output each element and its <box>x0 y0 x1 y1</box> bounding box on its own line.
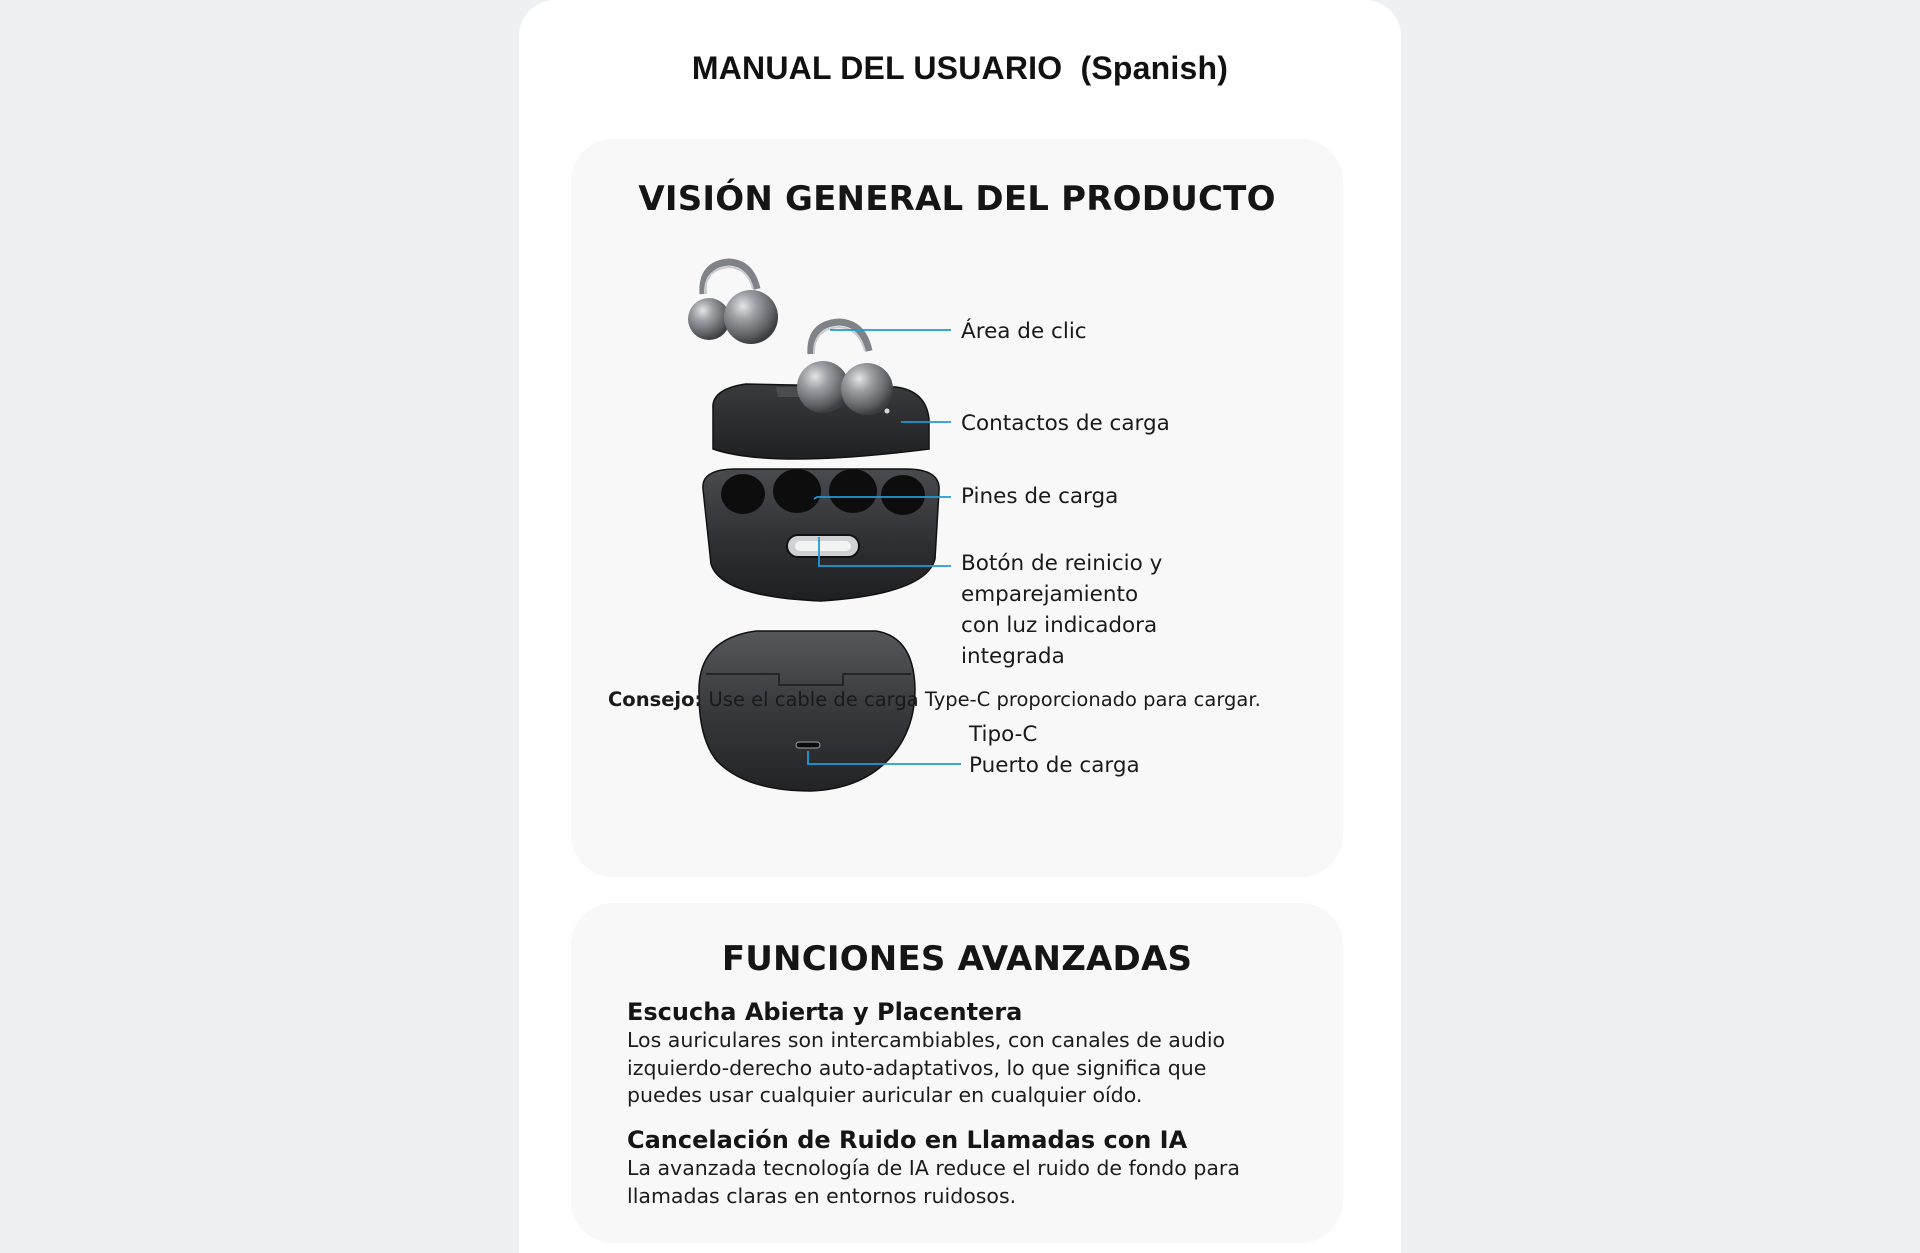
features-title: FUNCIONES AVANZADAS <box>721 939 1193 979</box>
earbud-right <box>797 322 893 415</box>
callout-reset-line-2: emparejamiento <box>961 582 1139 607</box>
feature-body-line: llamadas claras en entornos ruidosos. <box>627 1183 1017 1208</box>
feature-body <box>627 1027 1307 1110</box>
feature-heading: Escucha Abierta y Placentera <box>627 998 1023 1026</box>
overview-title: VISIÓN GENERAL DEL PRODUCTO <box>638 179 1276 219</box>
earbud-left <box>688 262 778 344</box>
callout-reset-line-1: Botón de reinicio y <box>961 551 1163 576</box>
document-title: MANUAL DEL USUARIO (Spanish) <box>691 50 1229 86</box>
callout-reset-line-3: con luz indicadora <box>961 613 1158 638</box>
callout-type-c-line-1: Tipo-C <box>969 722 1038 747</box>
callout-type-c-line-2: Puerto de carga <box>969 753 1140 778</box>
feature-ai-noise-cancel <box>627 1125 1307 1210</box>
tip-label: Consejo: <box>608 688 703 711</box>
tip-body: Use el cable de carga Type-C proporcionado para cargar. <box>702 688 1261 711</box>
callout-charging-pins: Pines de carga <box>961 484 1119 509</box>
feature-body <box>627 1155 1307 1210</box>
tip-text <box>608 688 1328 711</box>
callout-reset-line-4: integrada <box>961 644 1065 669</box>
advanced-features-card <box>571 903 1343 1243</box>
product-overview-card <box>571 139 1343 877</box>
manual-page <box>519 0 1401 1253</box>
callout-click-area: Área de clic <box>961 319 1087 344</box>
open-case <box>703 469 939 601</box>
closed-case <box>699 631 915 791</box>
callout-charging-contacts: Contactos de carga <box>961 411 1170 436</box>
feature-body-line: Los auriculares son intercambiables, con canales de audio <box>627 1028 1226 1052</box>
feature-heading: Cancelación de Ruido en Llamadas con IA <box>627 1126 1188 1154</box>
feature-body-line: izquierdo-derecho auto-adaptativos, lo que significa que <box>627 1055 1207 1080</box>
feature-open-listening <box>627 997 1307 1110</box>
callout-type-c <box>969 719 1140 781</box>
feature-body-line: puedes usar cualquier auricular en cualquier oído. <box>627 1083 1143 1107</box>
feature-body-line: La avanzada tecnología de IA reduce el ruido de fondo para <box>627 1156 1240 1180</box>
callout-reset-button <box>961 548 1162 672</box>
product-illustration <box>571 139 1343 877</box>
